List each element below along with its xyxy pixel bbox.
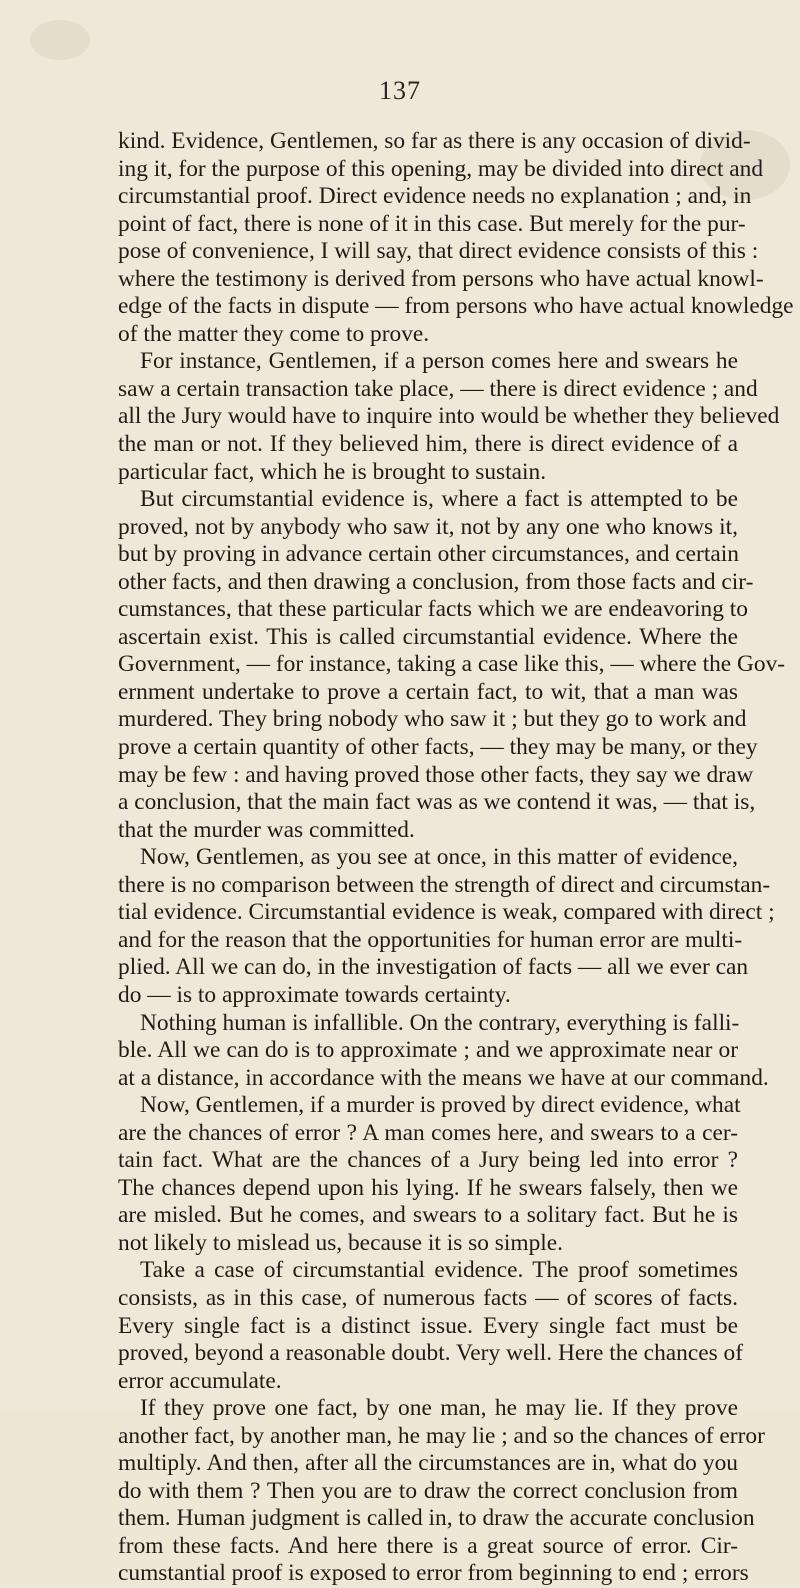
text-line: not likely to mislead us, because it is so simple. (118, 1229, 564, 1256)
text-line: particular fact, which he is brought to sustain. (118, 458, 547, 485)
text-line: Government, — for instance, taking a case like this, — where the Gov- (118, 651, 786, 678)
text-line: of the matter they come to prove. (118, 320, 430, 347)
text-line: ing it, for the purpose of this opening, may be divided into direct and (118, 155, 764, 182)
text-line: are misled. But he comes, and swears to a solitary fact. But he is (118, 1202, 738, 1229)
text-line: proved, beyond a reasonable doubt. Very well. Here the chances of (118, 1340, 744, 1367)
text-line: If they prove one fact, by one man, he may lie. If they prove (140, 1395, 738, 1422)
text-line: where the testimony is derived from persons who have actual knowl- (118, 265, 764, 292)
text-line: from these facts. And here there is a great source of error. Cir- (118, 1532, 738, 1559)
text-line: ascertain exist. This is called circumstantial evidence. Where the (118, 623, 738, 650)
text-line: but by proving in advance certain other circumstances, and certain (118, 541, 739, 568)
text-line: circumstantial proof. Direct evidence needs no explanation ; and, in (118, 183, 752, 210)
text-line: plied. All we can do, in the investigation of facts — all we ever can (118, 954, 749, 981)
text-line: murdered. They bring nobody who saw it ; but they go to work and (118, 706, 747, 733)
text-line: and for the reason that the opportunities for human error are multi- (118, 926, 743, 953)
page-number: 137 (379, 76, 421, 105)
text-line: other facts, and then drawing a conclusion, from those facts and cir- (118, 568, 754, 595)
text-line: that the murder was committed. (118, 816, 415, 843)
text-line: all the Jury would have to inquire into would be whether they believed (118, 403, 780, 430)
text-line: edge of the facts in dispute — from persons who have actual knowledge (118, 293, 794, 320)
text-line: For instance, Gentlemen, if a person comes here and swears he (140, 348, 738, 375)
body-text (118, 128, 794, 1588)
text-line: Every single fact is a distinct issue. Every single fact must be (118, 1312, 738, 1339)
text-line: at a distance, in accordance with the means we have at our command. (118, 1064, 769, 1091)
text-line: error accumulate. (118, 1367, 282, 1394)
text-line: point of fact, there is none of it in this case. But merely for the pur- (118, 210, 746, 237)
text-line: kind. Evidence, Gentlemen, so far as there is any occasion of divid- (118, 128, 751, 154)
text-line: ernment undertake to prove a certain fact, to wit, that a man was (118, 678, 738, 705)
text-line: tial evidence. Circumstantial evidence is weak, compared with direct ; (118, 899, 775, 926)
text-line: there is no comparison between the strength of direct and circumstan- (118, 871, 771, 898)
text-line: The chances depend upon his lying. If he swears falsely, then we (118, 1174, 738, 1201)
text-line: them. Human judgment is called in, to draw the accurate conclusion (118, 1505, 755, 1532)
text-line: a conclusion, that the main fact was as we contend it was, — that is, (118, 789, 756, 816)
text-line: tain fact. What are the chances of a Jury being led into error ? (118, 1147, 738, 1174)
text-line: cumstantial proof is exposed to error from beginning to end ; errors (118, 1560, 749, 1587)
text-line: saw a certain transaction take place, — there is direct evidence ; and (118, 375, 758, 402)
text-line: consists, as in this case, of numerous facts — of scores of facts. (118, 1284, 738, 1311)
text-line: are the chances of error ? A man comes here, and swears to a cer- (118, 1119, 738, 1146)
text-line: proved, not by anybody who saw it, not by any one who knows it, (118, 513, 738, 540)
text-line: the man or not. If they believed him, there is direct evidence of a (118, 431, 738, 458)
paper-stain (30, 20, 90, 60)
text-line: do with them ? Then you are to draw the correct conclusion from (118, 1477, 738, 1504)
text-line: ble. All we can do is to approximate ; and we approximate near or (118, 1037, 738, 1064)
text-line: may be few : and having proved those other facts, they say we draw (118, 761, 754, 788)
text-line: multiply. And then, after all the circumstances are in, what do you (118, 1450, 738, 1477)
text-line: Now, Gentlemen, as you see at once, in this matter of evidence, (140, 844, 738, 871)
text-line: prove a certain quantity of other facts, — they may be many, or they (118, 734, 758, 761)
text-line: cumstances, that these particular facts which we are endeavoring to (118, 596, 748, 623)
text-line: Now, Gentlemen, if a murder is proved by direct evidence, what (140, 1092, 741, 1119)
text-line: But circumstantial evidence is, where a fact is attempted to be (140, 486, 738, 513)
text-line: Nothing human is infallible. On the contrary, everything is falli- (140, 1009, 740, 1036)
text-line: do — is to approximate towards certainty. (118, 981, 511, 1008)
text-line: Take a case of circumstantial evidence. The proof sometimes (140, 1257, 738, 1284)
text-line: another fact, by another man, he may lie ; and so the chances of error (118, 1422, 765, 1449)
text-line: pose of convenience, I will say, that direct evidence consists of this : (118, 238, 759, 265)
